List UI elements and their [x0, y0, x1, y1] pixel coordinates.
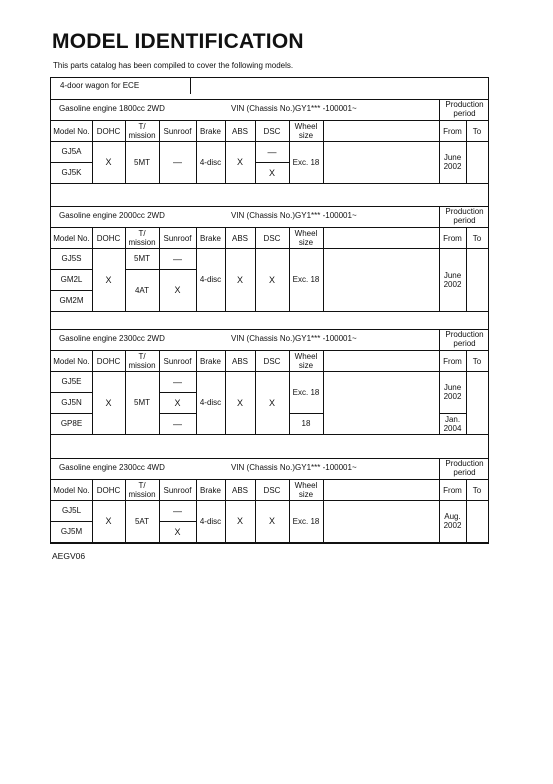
column-header-wheel-size: Wheel size — [294, 352, 318, 370]
column-header-tmission: T/ mission — [128, 122, 156, 140]
section-header — [51, 100, 488, 120]
column-header-from: From — [443, 233, 462, 243]
vin-label: VIN (Chassis No.)GY1*** -100001~ — [231, 104, 357, 113]
identification-table — [50, 77, 489, 544]
column-header-dohc: DOHC — [96, 356, 121, 366]
tmission-value: 5AT — [134, 516, 150, 526]
column-header-abs: ABS — [231, 233, 248, 243]
sunroof-value: X — [174, 285, 181, 295]
vin-label: VIN (Chassis No.)GY1*** -100001~ — [231, 463, 357, 472]
production-period-header: Production period — [439, 100, 489, 120]
row-divider — [159, 269, 196, 270]
from-value: June 2002 — [443, 270, 462, 289]
column-header-to: To — [472, 485, 482, 495]
column-header-model-no: Model No. — [53, 233, 90, 243]
column-header-tmission: T/ mission — [128, 481, 156, 499]
table-bottom-line — [51, 311, 488, 312]
column-header-model-no: Model No. — [53, 126, 90, 136]
engine-section — [51, 206, 488, 326]
column-line — [323, 350, 324, 434]
abs-value: X — [236, 157, 243, 167]
tmission-value: 4AT — [134, 285, 150, 295]
row-divider — [439, 413, 466, 414]
column-header-tmission: T/ mission — [128, 352, 156, 370]
model-number: GJ5S — [61, 254, 82, 263]
model-number: GJ5K — [61, 168, 82, 177]
tmission-value: 5MT — [134, 254, 150, 263]
column-header-abs: ABS — [231, 356, 248, 366]
abs-value: X — [236, 397, 243, 408]
section-header — [51, 207, 488, 227]
table-bottom-line — [51, 183, 488, 184]
column-header-model-no: Model No. — [53, 356, 90, 366]
column-header-brake: Brake — [200, 233, 221, 243]
model-number: GJ5L — [61, 506, 82, 515]
column-header-from: From — [443, 356, 462, 366]
wheel-value: Exc. 18 — [292, 516, 320, 526]
table-bottom-line — [51, 434, 488, 435]
engine-section — [51, 99, 488, 198]
dsc-value: — — [267, 146, 277, 157]
column-header-dsc: DSC — [263, 485, 281, 495]
dsc-value: X — [268, 516, 275, 526]
vin-label: VIN (Chassis No.)GY1*** -100001~ — [231, 334, 357, 343]
column-header-to: To — [472, 233, 482, 243]
dsc-value: X — [268, 274, 275, 285]
abs-value: X — [236, 516, 243, 526]
category-label: 4-door wagon for ECE — [51, 78, 191, 94]
brake-value: 4-disc — [199, 516, 222, 526]
production-period-header: Production period — [439, 330, 489, 350]
brake-value: 4-disc — [199, 398, 222, 407]
dsc-value: X — [268, 397, 275, 408]
column-line — [323, 227, 324, 311]
wheel-value: 18 — [301, 419, 311, 428]
engine-label: Gasoline engine 2000cc 2WD — [59, 211, 165, 220]
column-header-brake: Brake — [200, 126, 221, 136]
production-period-header: Production period — [439, 459, 489, 479]
column-header-wheel-size: Wheel size — [294, 122, 318, 140]
row-divider — [125, 269, 159, 270]
wheel-value: Exc. 18 — [292, 387, 320, 397]
sunroof-value: X — [174, 526, 181, 537]
table-bottom-line — [51, 542, 488, 543]
column-header-to: To — [472, 356, 482, 366]
dohc-value: X — [105, 157, 112, 167]
model-number: GJ5M — [60, 527, 83, 536]
section-header — [51, 330, 488, 350]
footer-code: AEGV06 — [52, 551, 86, 561]
column-header-sunroof: Sunroof — [163, 485, 192, 495]
wheel-value: Exc. 18 — [292, 275, 320, 284]
production-period-header: Production period — [439, 207, 489, 227]
column-header-abs: ABS — [231, 485, 248, 495]
column-header-dsc: DSC — [263, 356, 281, 366]
column-header-dsc: DSC — [263, 233, 281, 243]
column-header-brake: Brake — [200, 356, 221, 366]
column-header-wheel-size: Wheel size — [294, 229, 318, 247]
column-header-abs: ABS — [231, 126, 248, 136]
page-title: MODEL IDENTIFICATION — [52, 30, 304, 53]
column-header-from: From — [443, 485, 462, 495]
dsc-value: X — [268, 167, 275, 178]
column-header-brake: Brake — [200, 485, 221, 495]
sunroof-value: — — [173, 505, 182, 516]
dohc-value: X — [105, 274, 112, 285]
column-header-dsc: DSC — [263, 126, 281, 136]
sunroof-value: — — [173, 157, 182, 167]
from-value: June 2002 — [443, 153, 462, 171]
sunroof-value: — — [173, 376, 182, 387]
from-value: Jan. 2004 — [443, 414, 462, 433]
from-value: Aug. 2002 — [443, 512, 462, 530]
model-number: GJ5E — [61, 377, 82, 386]
column-header-wheel-size: Wheel size — [294, 481, 318, 499]
engine-label: Gasoline engine 2300cc 4WD — [59, 463, 165, 472]
intro-text: This parts catalog has been compiled to cover the following models. — [53, 61, 294, 70]
column-header-model-no: Model No. — [53, 485, 90, 495]
column-header-dohc: DOHC — [96, 233, 121, 243]
column-header-sunroof: Sunroof — [163, 356, 192, 366]
dohc-value: X — [105, 397, 112, 408]
model-number: GM2M — [59, 296, 84, 305]
column-header-sunroof: Sunroof — [163, 233, 192, 243]
column-header-tmission: T/ mission — [128, 229, 156, 247]
sunroof-value: — — [173, 418, 182, 429]
tmission-value: 5MT — [134, 157, 150, 167]
brake-value: 4-disc — [199, 157, 222, 167]
section-header — [51, 459, 488, 479]
sunroof-value: X — [174, 397, 181, 408]
column-header-dohc: DOHC — [96, 126, 121, 136]
engine-label: Gasoline engine 2300cc 2WD — [59, 334, 165, 343]
model-number: GJ5A — [61, 147, 82, 156]
tmission-value: 5MT — [134, 398, 150, 407]
column-line — [323, 479, 324, 542]
vin-label: VIN (Chassis No.)GY1*** -100001~ — [231, 211, 357, 220]
brake-value: 4-disc — [199, 275, 222, 284]
column-header-from: From — [443, 126, 462, 136]
column-line — [323, 120, 324, 183]
model-number: GP8E — [60, 419, 83, 428]
engine-section — [51, 458, 488, 557]
row-divider — [289, 413, 323, 414]
model-number: GM2L — [60, 275, 83, 284]
column-header-sunroof: Sunroof — [163, 126, 192, 136]
from-value: June 2002 — [443, 383, 462, 401]
column-header-dohc: DOHC — [96, 485, 121, 495]
sunroof-value: — — [173, 253, 182, 264]
dohc-value: X — [105, 516, 112, 526]
model-number: GJ5N — [61, 398, 82, 407]
abs-value: X — [236, 274, 243, 285]
engine-label: Gasoline engine 1800cc 2WD — [59, 104, 165, 113]
column-header-to: To — [472, 126, 482, 136]
wheel-value: Exc. 18 — [292, 157, 320, 167]
engine-section — [51, 329, 488, 449]
